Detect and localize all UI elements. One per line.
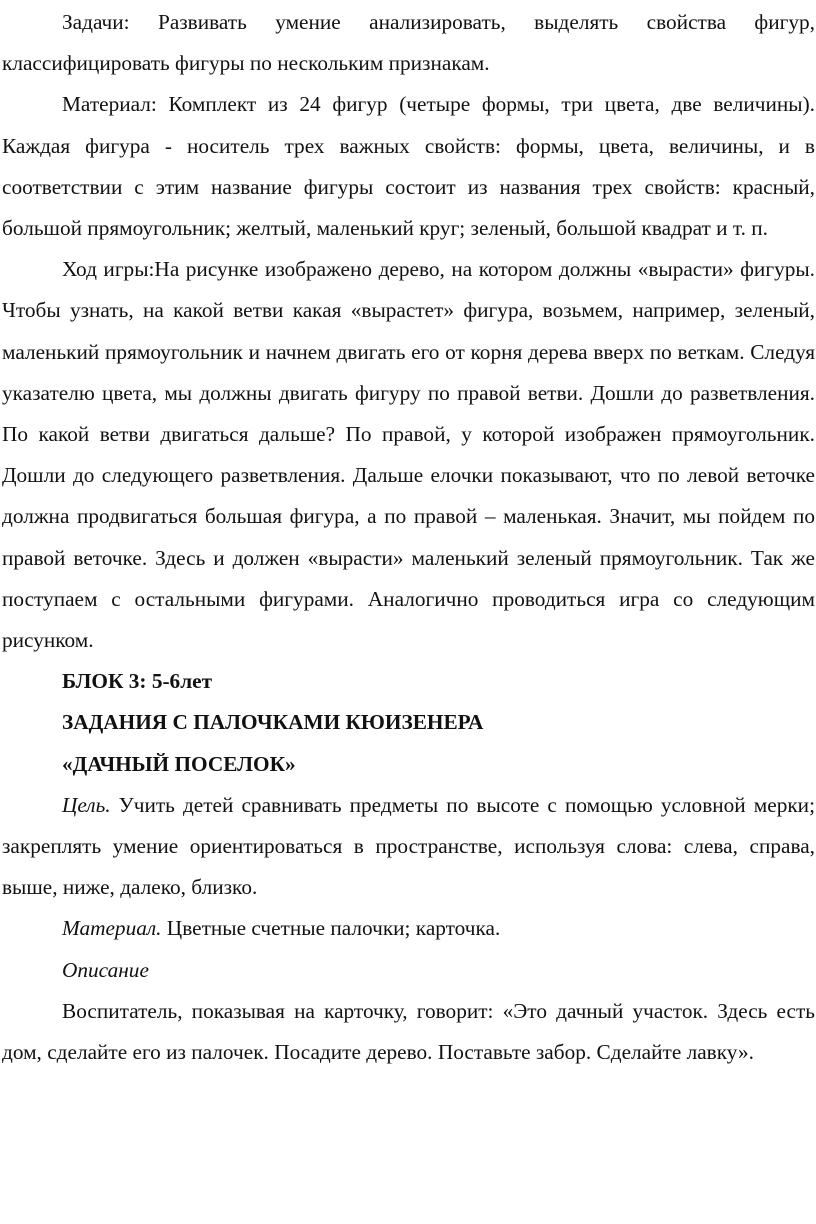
material-line <box>2 908 815 949</box>
game-title: «ДАЧНЫЙ ПОСЕЛОК» <box>62 751 296 776</box>
goal-paragraph <box>2 785 815 909</box>
description-heading <box>2 950 815 991</box>
material-text: Цветные счетные палочки; карточка. <box>161 916 501 941</box>
task-heading: ЗАДАНИЯ С ПАЛОЧКАМИ КЮИЗЕНЕРА <box>62 710 484 735</box>
game-procedure-paragraph: Ход игры:На рисунке изображено дерево, на котором должны «вырасти» фигуры. Чтобы узнать, на какой ветви какая «вырастет» фигура, возьмем, например, зеленый, маленький прямоугольник и начнем двигать его от корня дерева вверх по веткам. Следуя указателю цвета, мы должны двигать фигуру по правой ветви. Дошли до разветвления. По какой ветви двигаться дальше? По правой, у которой изображен прямоугольник. Дошли до следующего разветвления. Дальше елочки показывают, что по левой веточке должна продвигаться большая фигура, а по правой – маленькая. Значит, мы пойдем по правой веточке. Здесь и должен «вырасти» маленький зеленый прямоугольник. Так же поступаем с остальными фигурами. Аналогично проводиться игра со следующим рисунком. <box>2 257 815 653</box>
teacher-paragraph: Воспитатель, показывая на карточку, говорит: «Это дачный участок. Здесь есть дом, сделайте его из палочек. Посадите дерево. Поставьте забор. Сделайте лавку». <box>2 998 815 1065</box>
material-label: Материал. <box>62 916 162 941</box>
block-heading: БЛОК 3: 5-6лет <box>62 669 213 694</box>
tasks-paragraph: Задачи: Развивать умение анализировать, выделять свойства фигур, классифицировать фигуры по нескольким признакам. <box>2 10 815 76</box>
goal-text: Учить детей сравнивать предметы по высоте с помощью условной мерки; закреплять умение ориентироваться в пространстве, используя слова: слева, справа, выше, ниже, далеко, близко. <box>2 792 815 900</box>
material-paragraph: Материал: Комплект из 24 фигур (четыре формы, три цвета, две величины). Каждая фигура - носитель трех важных свойств: формы, цвета, величины, и в соответствии с этим название фигуры состоит из названия трех свойств: красный, большой прямоугольник; желтый, маленький круг; зеленый, большой квадрат и т. п. <box>2 92 815 241</box>
description-label: Описание <box>62 957 149 982</box>
goal-label: Цель. <box>62 792 111 817</box>
